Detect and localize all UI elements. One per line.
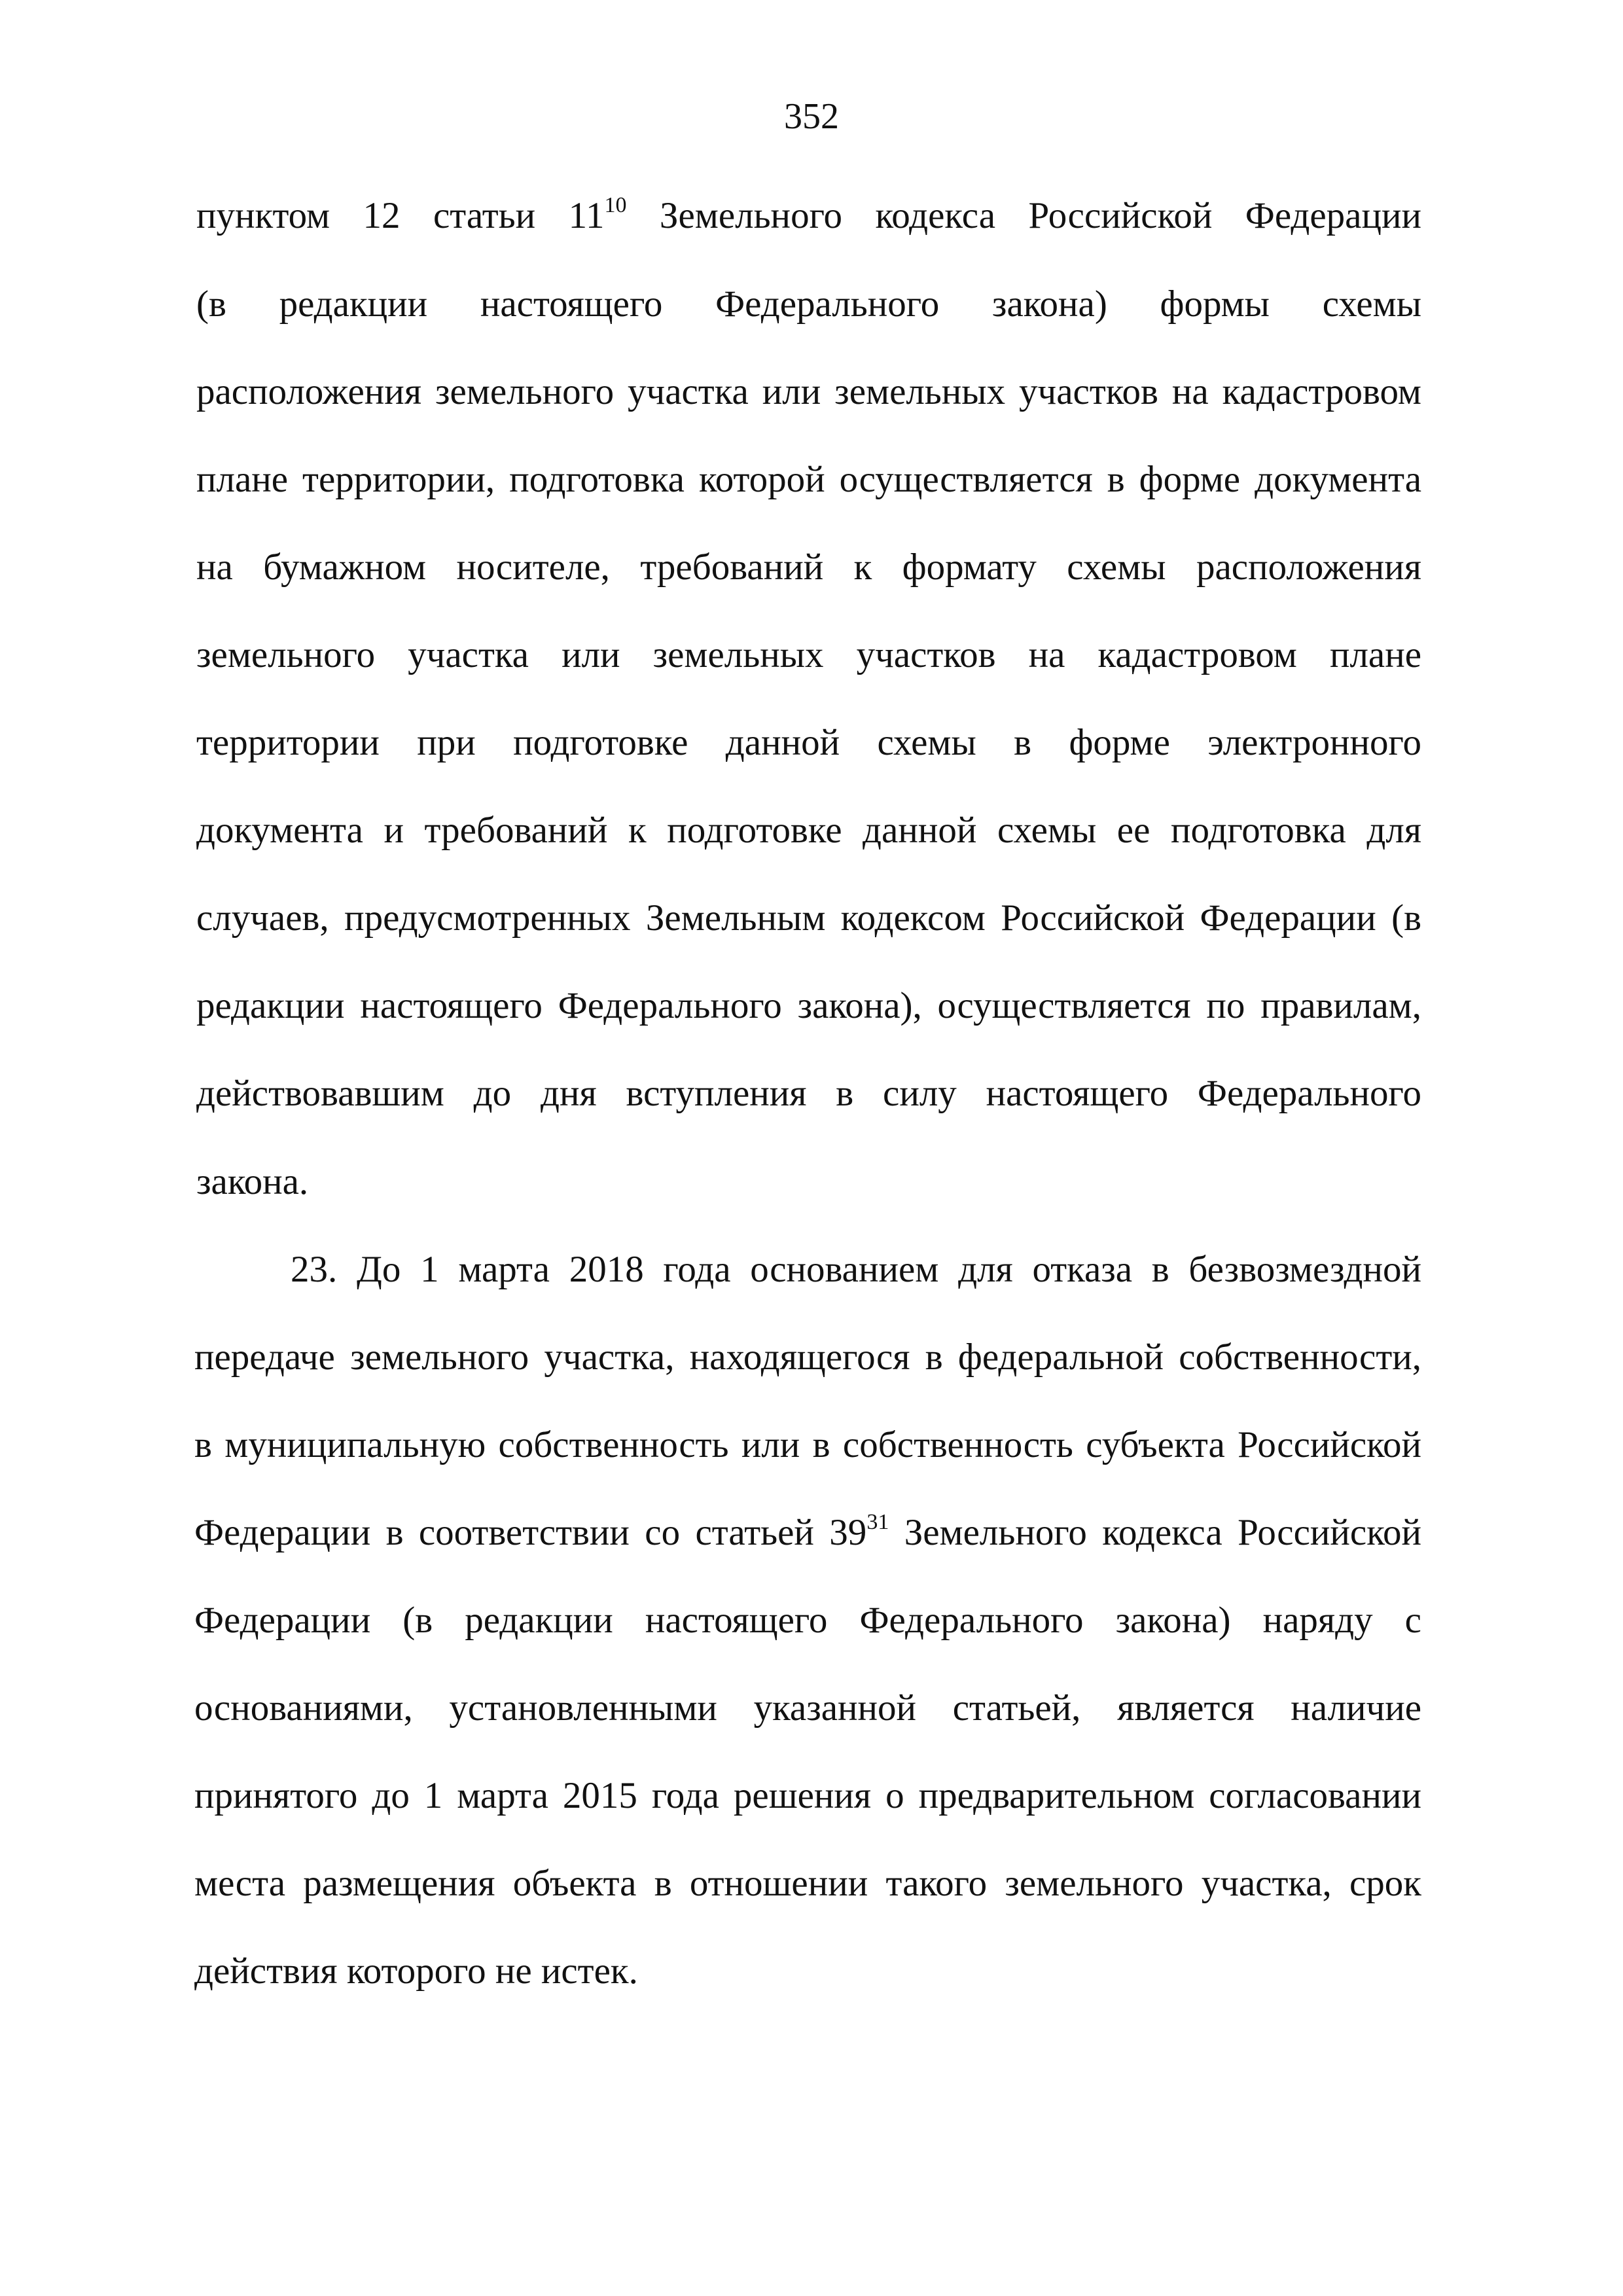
text-line: принятого до 1 марта 2015 года решения о предварительном согласовании — [194, 1775, 1421, 1816]
text-line: редакции настоящего Федерального закона), осуществляется по правилам, — [196, 985, 1421, 1026]
text-line: пунктом 12 статьи $11^{10}$ Земельного кодекса Российской Федерации — [196, 193, 1421, 236]
text-line: земельного участка или земельных участков на кадастровом плане — [196, 634, 1421, 675]
page-number: 352 — [784, 96, 839, 137]
text-line: действия которого не истек. — [194, 1950, 638, 1992]
text-line: основаниями, установленными указанной статьей, является наличие — [194, 1687, 1421, 1729]
text-line: расположения земельного участка или земельных участков на кадастровом — [196, 371, 1421, 412]
text-line: плане территории, подготовка которой осуществляется в форме документа — [196, 459, 1421, 500]
text-line: в муниципальную собственность или в собственность субъекта Российской — [194, 1424, 1421, 1465]
superscript: 31 — [866, 1510, 889, 1534]
text-line: места размещения объекта в отношении такого земельного участка, срок — [194, 1863, 1421, 1904]
text-line: документа и требований к подготовке данной схемы ее подготовка для — [196, 810, 1421, 851]
text-line: закона. — [196, 1161, 309, 1202]
text-line: территории при подготовке данной схемы в форме электронного — [196, 722, 1421, 763]
text-line: Федерации в соответствии со статьей $39^{31}$ Земельного кодекса Российской — [194, 1510, 1422, 1553]
text-line: случаев, предусмотренных Земельным кодексом Российской Федерации (в — [196, 897, 1421, 939]
text-line: (в редакции настоящего Федерального закона) формы схемы — [196, 283, 1421, 325]
text-line: действовавшим до дня вступления в силу настоящего Федерального — [196, 1073, 1421, 1114]
superscript: 10 — [604, 193, 627, 217]
text-line: Федерации (в редакции настоящего Федерального закона) наряду с — [194, 1600, 1421, 1641]
paragraph-23-first-line: 23. До 1 марта 2018 года основанием для отказа в безвозмездной — [291, 1249, 1421, 1290]
text-line: передаче земельного участка, находящегося в федеральной собственности, — [194, 1336, 1421, 1378]
text-line: на бумажном носителе, требований к формату схемы расположения — [196, 547, 1421, 588]
